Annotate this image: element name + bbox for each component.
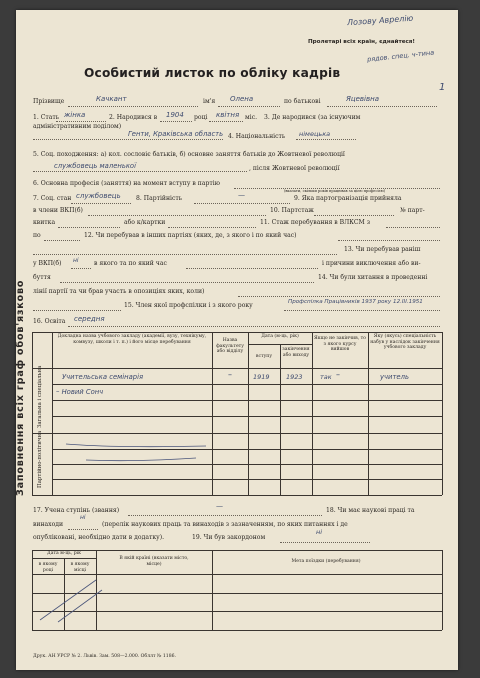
q10d-label: або к/картки — [124, 219, 166, 226]
edu-row-party: Партійно-політична — [37, 430, 43, 488]
q16-label: 16. Освіта — [33, 318, 66, 325]
nationality-value: німецька — [299, 130, 331, 138]
name-value: Олена — [230, 95, 254, 103]
dash-mark: — — [216, 502, 223, 510]
name-label: ім'я — [203, 98, 216, 105]
father-occupation-value: службовець маленької — [54, 162, 136, 170]
page-number: 1 — [439, 82, 446, 93]
q13b-label: у ВКП(б) — [33, 260, 62, 267]
q19-label: 19. Чи був закордоном — [192, 534, 266, 541]
dash-mark: — — [238, 191, 245, 199]
page-title: Особистий листок по обліку кадрів — [84, 66, 341, 80]
travel-col-purpose: Мета поїздки (перебування) — [291, 559, 361, 564]
q13c-label: в якого та по який час — [94, 260, 167, 267]
q6-note: (вказати, скільки років працював за цією професією) — [284, 189, 386, 193]
edu-col-exit: закінчення або виходу — [282, 347, 310, 358]
edu-year-out-value: 1923 — [286, 373, 303, 381]
footer-print-info: Друк. АН УРСР № 2. Львів. Зам. 508—2.000. Обллт № 1186. — [33, 654, 176, 659]
travel-col-date: Дата м-ць, рік — [47, 551, 81, 556]
birth-year-value: 1904 — [166, 111, 184, 119]
edu-col-entry: вступу — [255, 354, 273, 359]
q4-label: 4. Національність — [228, 133, 286, 140]
q9-label: 9. Яка партогранізація прийняла — [294, 195, 402, 202]
edu-col-institution: Докладна назва учбового закладу (академії, вузу, технікуму, комвузу, школи і т. п.) і його місце перебування — [57, 334, 207, 345]
q2b-label: році — [194, 114, 208, 121]
q18-answer: ні — [80, 514, 86, 521]
edu-city-value: Новий Сонч — [61, 388, 104, 396]
q7-label: 7. Соц. стан — [33, 195, 72, 202]
edu-col-faculty: Назва факультету або відділу — [216, 338, 244, 355]
q14b-label: лінії партії та чи брав участь в опозиціях яких, коли) — [33, 288, 205, 295]
edu-school-value: Учительська семінарія — [62, 373, 144, 381]
q6-label: 6. Основна професія (заняття) на момент вступу в партію — [33, 180, 220, 187]
q5-label: 5. Соц. походження: а) кол. сословіє батьків, б) основне заняття батьків до Жовтневої революції — [33, 151, 345, 158]
edu-city-row: – Новий Сонч — [56, 388, 104, 396]
q10c-label: квитка — [33, 219, 56, 226]
education-value: середня — [74, 315, 105, 323]
q18b-label: винаходи — [33, 521, 64, 528]
q13-answer: ні — [73, 257, 79, 264]
q18c-label: (перелік наукових праць та винаходів з зазначенням, по яких питаннях і де — [102, 521, 348, 528]
travel-col-year: в якому році — [38, 562, 58, 573]
side-note: Заповнення всіх граф обов'язково — [15, 279, 26, 496]
edu-finished-value: так — [320, 373, 332, 381]
document-page — [16, 10, 458, 670]
q13-label: 13. Чи перебував раніш — [344, 246, 421, 253]
edu-specialty-value: учитель — [380, 373, 409, 381]
edu-col-course: Якщо не закінчив, то з якого курсу вийшов — [314, 336, 366, 353]
q8-label: 8. Партійність — [136, 195, 183, 202]
q10-label: 10. Партстаж — [270, 207, 314, 214]
birth-month-value: квітня — [216, 111, 240, 119]
dash-mark: – — [228, 370, 232, 379]
social-value: службовець — [76, 192, 121, 200]
edu-row-general: Загальна і спеціальна — [37, 365, 43, 428]
travel-col-place: в якому місці — [70, 562, 90, 573]
q2-label: 2. Народився в — [109, 114, 158, 121]
q1-label: 1. Стать — [33, 114, 60, 121]
q10b-label: № парт- — [400, 207, 425, 214]
edu-col-date: Дата (м-ць, рік) — [261, 334, 299, 339]
surname-value: Качкант — [96, 95, 127, 103]
patronymic-label: по батькові — [284, 98, 321, 105]
q5b-label: , після Жовтневої революції — [249, 165, 340, 172]
q11b-label: по — [33, 232, 41, 239]
q11-label: 11. Стаж перебування в ВЛКСМ з — [260, 219, 371, 226]
q12-label: 12. Чи перебував в інших партіях (яких, де, з якого і по який час) — [84, 232, 297, 239]
q19-answer: ні — [316, 528, 323, 536]
q15-label: 15. Член якої профспілки і з якого року — [124, 302, 253, 309]
q14-label: 14. Чи були хитання в проведенні — [318, 274, 428, 281]
q9b-label: в члени ВКП(б) — [33, 207, 83, 214]
q13e-label: буття — [33, 274, 51, 281]
union-value: Профспілка Працівників 1937 року 12.III.1951 — [288, 299, 423, 305]
q2c-label: міс. — [245, 114, 258, 121]
edu-year-in-value: 1919 — [253, 373, 270, 381]
dash-mark: – — [336, 370, 340, 379]
q18-label: 18. Чи має наукові праці та — [326, 507, 415, 514]
stamp-note: рядов. спец. ч-тина — [366, 48, 435, 64]
birthplace-value: Генти, Краківська область — [128, 130, 224, 138]
strike-lines — [56, 438, 216, 478]
q18d-label: опубліковані, необхідно дати в додатку). — [33, 534, 165, 541]
sex-value: жінка — [64, 111, 86, 119]
edu-col-specialty: Яку (якусь) спеціальність набув у наслідок закінчення учбового закладу — [370, 334, 440, 351]
q13d-label: і причини виключення або ви- — [322, 260, 421, 267]
patronymic-value: Яцевівна — [346, 95, 379, 103]
stamp-top: Лозову Аврелію — [346, 13, 414, 28]
q3b-label: адміністративним поділом) — [33, 123, 122, 130]
q3-label: 3. Де народився (за існуючим — [264, 114, 361, 121]
travel-col-country: В якій країні (вказати місто, місце) — [119, 556, 189, 567]
slogan: Пролетарі всіх країн, єднайтеся! — [308, 39, 415, 45]
q17-label: 17. Учена ступінь (звання) — [33, 507, 120, 514]
surname-label: Прізвище — [33, 98, 65, 105]
strike-lines — [36, 576, 106, 626]
